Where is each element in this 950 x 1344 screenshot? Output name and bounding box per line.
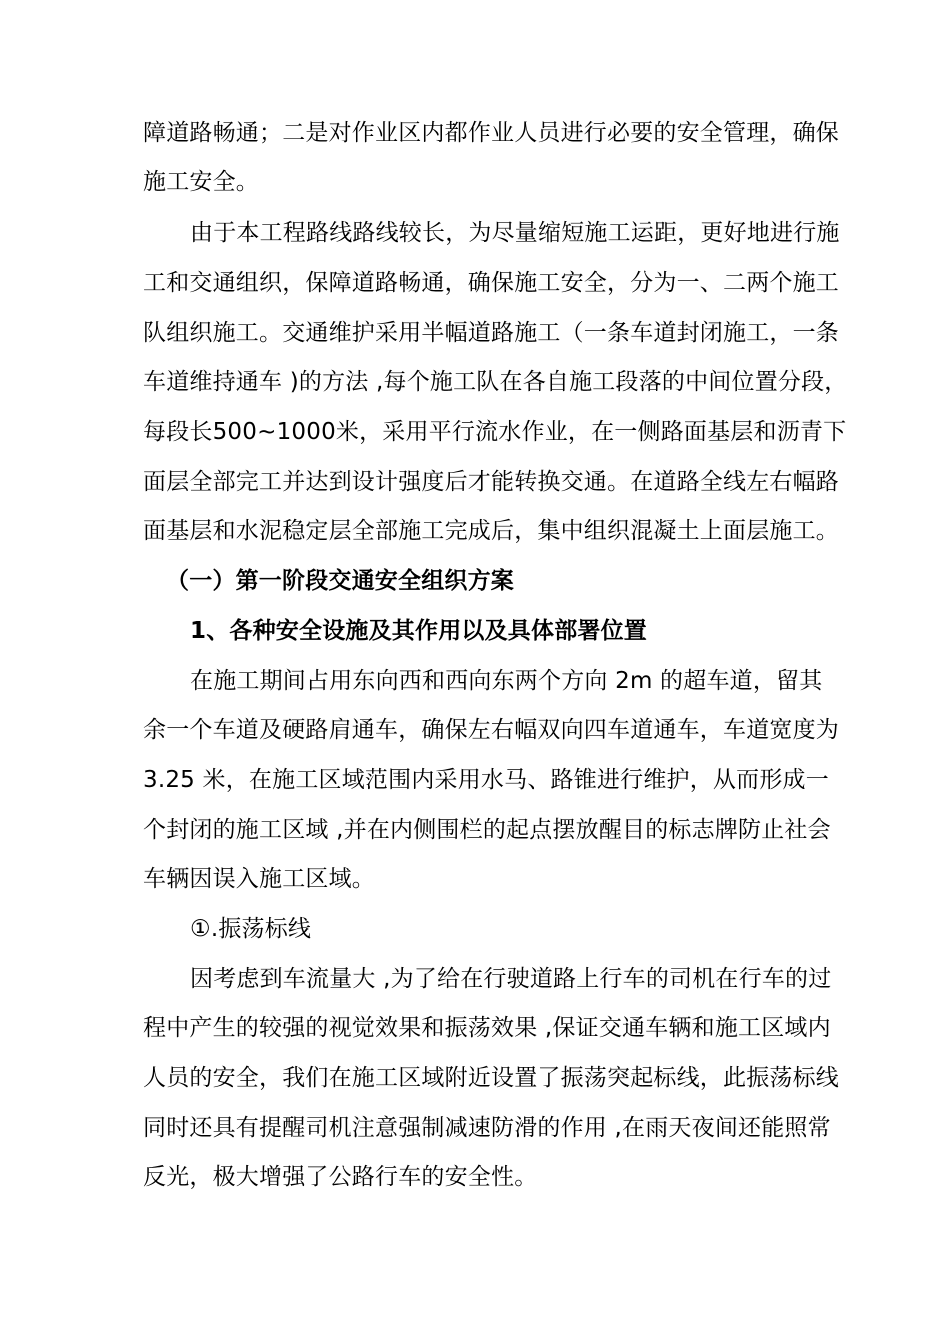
paragraph-line: 3.25 米，在施工区域范围内采用水马、路锥进行维护，从而形成一 [143,767,829,793]
paragraph-line: 由于本工程路线路线较长，为尽量缩短施工运距，更好地进行施 [190,220,840,246]
paragraph-line: 每段长500~1000米，采用平行流水作业，在一侧路面基层和沥青下 [143,419,847,445]
paragraph-line: 车辆因误入施工区域。 [143,866,375,892]
paragraph-line: 在施工期间占用东向西和西向东两个方向 2m 的超车道，留其 [190,668,823,694]
paragraph-line: 车道维持通车 )的方法 ,每个施工队在各自施工段落的中间位置分段， [143,369,848,395]
paragraph-line: 施工安全。 [143,169,259,195]
paragraph-line: 面层全部完工并达到设计强度后才能转换交通。在道路全线左右幅路 [143,469,839,495]
paragraph-line: 面基层和水泥稳定层全部施工完成后，集中组织混凝土上面层施工。 [143,518,839,544]
paragraph-line: 同时还具有提醒司机注意强制减速防滑的作用 ,在雨天夜间还能照常 [143,1115,831,1141]
paragraph-line: 余一个车道及硬路肩通车，确保左右幅双向四车道通车，车道宽度为 [143,717,839,743]
paragraph-line: 程中产生的较强的视觉效果和振荡效果 ,保证交通车辆和施工区域内 [143,1015,831,1041]
subsection-heading: 1、各种安全设施及其作用以及具体部署位置 [190,618,648,644]
section-heading: （一）第一阶段交通安全组织方案 [166,568,514,594]
paragraph-line: 障道路畅通；二是对作业区内都作业人员进行必要的安全管理，确保 [143,120,839,146]
paragraph-line: 因考虑到车流量大 ,为了给在行驶道路上行车的司机在行车的过 [190,966,832,992]
paragraph-line: 人员的安全，我们在施工区域附近设置了振荡突起标线，此振荡标线 [143,1065,839,1091]
item-heading: ①.振荡标线 [190,916,312,942]
paragraph-line: 工和交通组织，保障道路畅通，确保施工安全，分为一、二两个施工 [143,270,839,296]
paragraph-line: 个封闭的施工区域 ,并在内侧围栏的起点摆放醒目的标志牌防止社会 [143,817,831,843]
paragraph-line: 反光，极大增强了公路行车的安全性。 [143,1164,538,1190]
paragraph-line: 队组织施工。交通维护采用半幅道路施工（一条车道封闭施工，一条 [143,320,839,346]
